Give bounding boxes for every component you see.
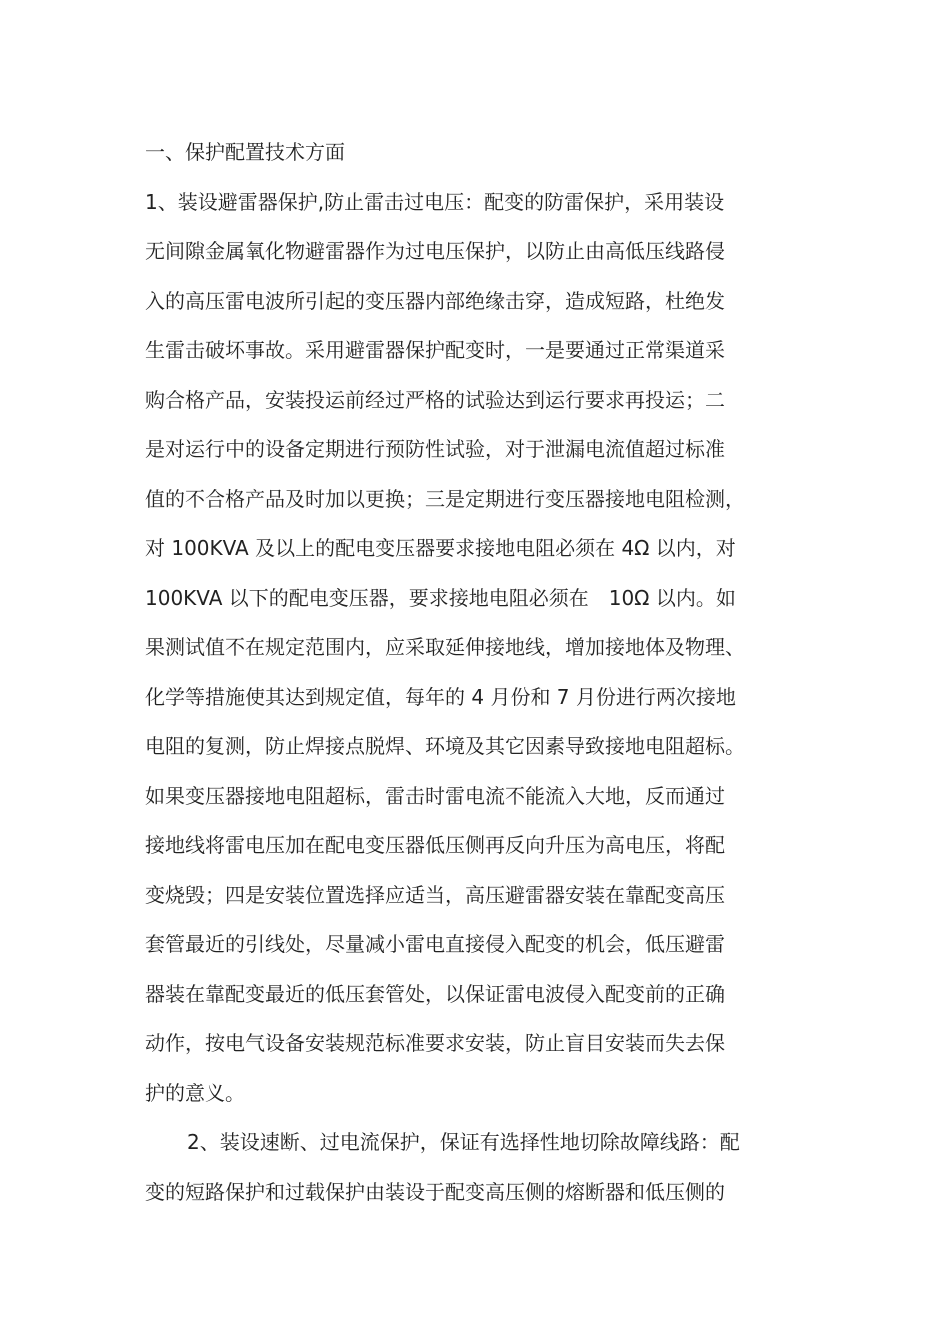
- text-line: 对 100KVA 及以上的配电变压器要求接地电阻必须在 4Ω 以内，对: [145, 536, 736, 560]
- text-line: 变烧毁；四是安装位置选择应适当，高压避雷器安装在靠配变高压: [145, 882, 725, 907]
- text-line: 购合格产品，安装投运前经过严格的试验达到运行要求再投运；二: [145, 387, 725, 412]
- text-line: 生雷击破坏事故。采用避雷器保护配变时，一是要通过正常渠道采: [145, 338, 725, 362]
- text-line: 化学等措施使其达到规定值，每年的 4 月份和 7 月份进行两次接地: [145, 684, 736, 709]
- text-line: 2、装设速断、过电流保护，保证有选择性地切除故障线路：配: [187, 1130, 740, 1154]
- text-line: 变的短路保护和过载保护由装设于配变高压侧的熔断器和低压侧的: [145, 1179, 725, 1204]
- text-line: 接地线将雷电压加在配电变压器低压侧再反向升压为高电压，将配: [145, 833, 725, 857]
- text-line: 1、装设避雷器保护,防止雷击过电压：配变的防雷保护，采用装设: [145, 189, 725, 214]
- text-line: 如果变压器接地电阻超标，雷击时雷电流不能流入大地，反而通过: [145, 783, 725, 808]
- section-heading: 一、保护配置技术方面: [145, 140, 345, 164]
- paragraph-1: [145, 178, 810, 1119]
- text-line: 护的意义。: [145, 1080, 245, 1105]
- text-line: 入的高压雷电波所引起的变压器内部绝缘击穿，造成短路，杜绝发: [145, 288, 725, 313]
- text-line: 电阻的复测，防止焊接点脱焊、环境及其它因素导致接地电阻超标。: [145, 734, 745, 758]
- text-line: 器装在靠配变最近的低压套管处，以保证雷电波侵入配变前的正确: [145, 981, 725, 1006]
- text-line: 100KVA 以下的配电变压器，要求接地电阻必须在 10Ω 以内。如: [145, 585, 736, 610]
- paragraph-2: [145, 1118, 810, 1217]
- text-line: 果测试值不在规定范围内，应采取延伸接地线，增加接地体及物理、: [145, 635, 745, 659]
- text-line: 套管最近的引线处，尽量减小雷电直接侵入配变的机会，低压避雷: [145, 932, 725, 956]
- document-body: [145, 128, 810, 1217]
- text-line: 值的不合格产品及时加以更换；三是定期进行变压器接地电阻检测，: [145, 486, 745, 511]
- text-line: 无间隙金属氧化物避雷器作为过电压保护，以防止由高低压线路侵: [145, 239, 725, 263]
- text-line: 是对运行中的设备定期进行预防性试验，对于泄漏电流值超过标准: [145, 437, 725, 461]
- text-line: 动作，按电气设备安装规范标准要求安装，防止盲目安装而失去保: [145, 1031, 725, 1055]
